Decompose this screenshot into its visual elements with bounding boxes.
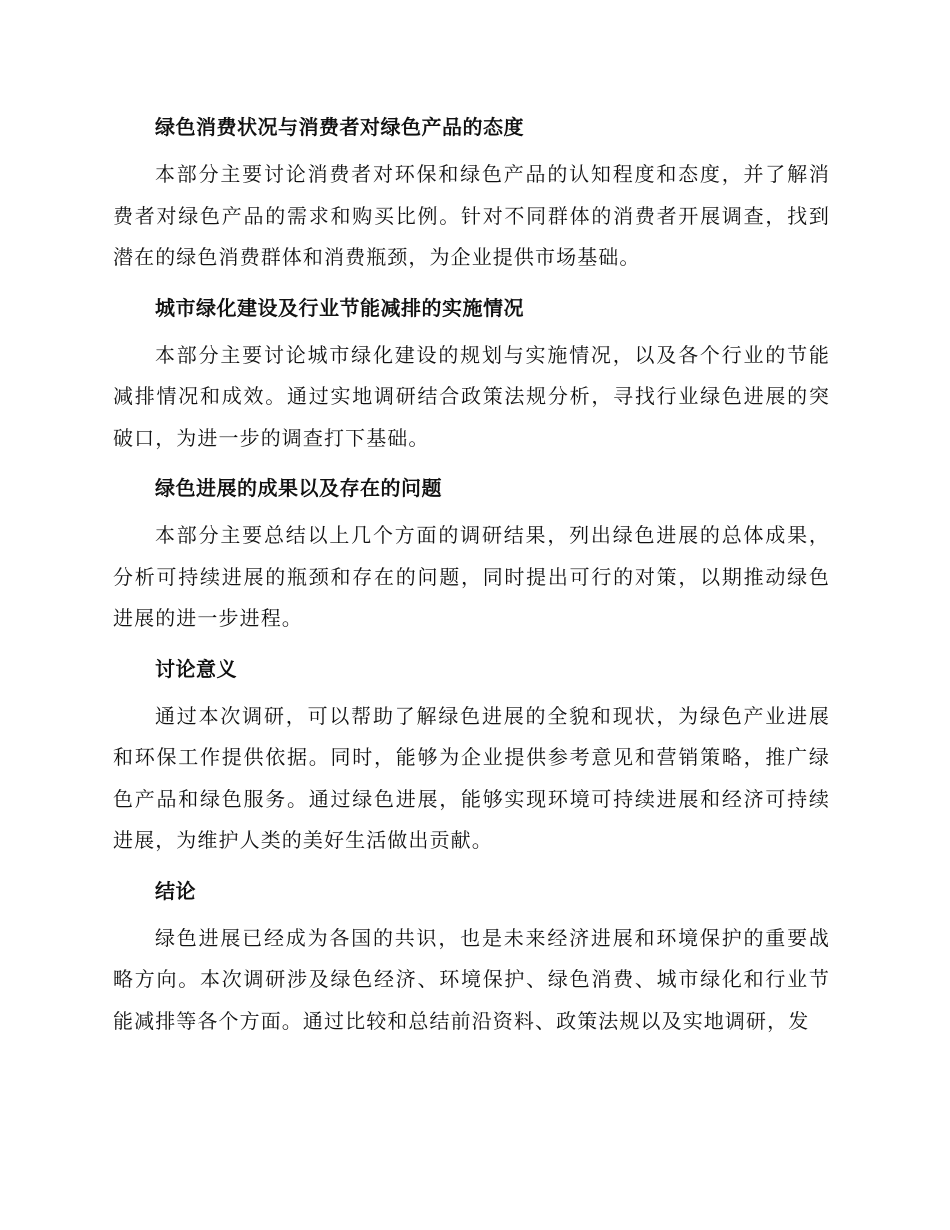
document-page bbox=[113, 108, 830, 1052]
section-body-green-consumption: 本部分主要讨论消费者对环保和绿色产品的认知程度和态度，并了解消费者对绿色产品的需求和购买比例。针对不同群体的消费者开展调查，找到潜在的绿色消费群体和消费瓶颈，为企业提供市场基础。 bbox=[113, 162, 830, 269]
section-heading-conclusion: 结论 bbox=[155, 878, 196, 903]
section-heading-green-consumption: 绿色消费状况与消费者对绿色产品的态度 bbox=[155, 115, 524, 139]
section-heading-significance: 讨论意义 bbox=[155, 656, 237, 681]
section-body-urban-greening: 本部分主要讨论城市绿化建设的规划与实施情况，以及各个行业的节能减排情况和成效。通过实地调研结合政策法规分析，寻找行业绿色进展的突破口，为进一步的调查打下基础。 bbox=[113, 342, 830, 450]
section-heading-achievements-problems: 绿色进展的成果以及存在的问题 bbox=[155, 476, 442, 500]
section-heading-urban-greening: 城市绿化建设及行业节能减排的实施情况 bbox=[155, 295, 524, 320]
section-body-achievements-problems: 本部分主要总结以上几个方面的调研结果，列出绿色进展的总体成果，分析可持续进展的瓶颈和存在的问题，同时提出可行的对策，以期推动绿色进展的进一步进程。 bbox=[113, 523, 830, 630]
section-body-conclusion: 绿色进展已经成为各国的共识，也是未来经济进展和环境保护的重要战略方向。本次调研涉及绿色经济、环境保护、绿色消费、城市绿化和行业节能减排等各个方面。通过比较和总结前沿资料、政策法规以及实地调研，发 bbox=[113, 925, 830, 1033]
section-body-significance: 通过本次调研，可以帮助了解绿色进展的全貌和现状，为绿色产业进展和环保工作提供依据。同时，能够为企业提供参考意见和营销策略，推广绿色产品和绿色服务。通过绿色进展，能够实现环境可持续进展和经济可持续进展，为维护人类的美好生活做出贡献。 bbox=[113, 703, 830, 852]
